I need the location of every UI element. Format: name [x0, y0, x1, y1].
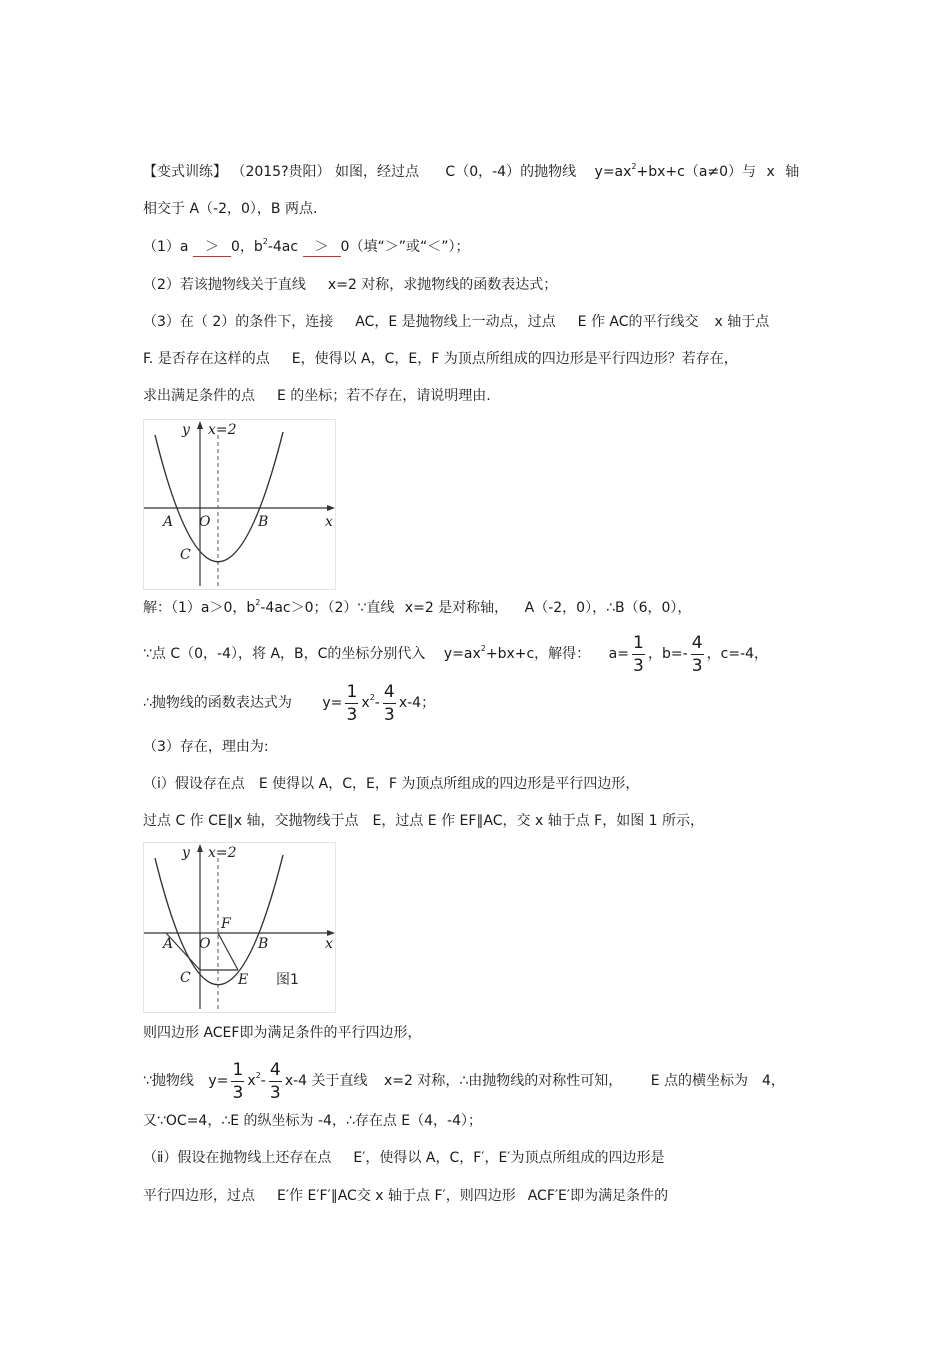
fig1-label-point-e: E — [238, 972, 249, 988]
solution-line-9: 又∵OC=4，∴E 的纵坐标为 -4，∴存在点 E（4，-4）； — [143, 1113, 483, 1129]
fig1-label-x: x — [325, 936, 333, 952]
fig1-label-origin: O — [199, 936, 211, 952]
answer-blank-2[interactable]: ＞ — [303, 239, 341, 257]
solution-line-4: （3）存在，理由为: — [143, 739, 269, 755]
fig1-label-y: y — [182, 845, 190, 861]
parabola-figure — [143, 419, 336, 590]
fraction-a: $\frac{1}{3}$ — [633, 632, 644, 676]
solution-line-11: 平行四边形，过点 E′作 E′F′∥AC交 x 轴于点 F′，则四边形 ACF′E′即为满足条件的 — [143, 1188, 669, 1204]
fig1-label-point-a: A — [163, 936, 174, 952]
problem-line-2: 相交于 A（-2，0），B 两点. — [143, 201, 318, 217]
label-y: y — [182, 422, 190, 438]
label-x: x — [325, 514, 333, 530]
solution-line-8: ∵抛物线 y= $\frac{1}{3}$ $x^2-$ $\frac{4}{3}$ x-4 关于直线 x=2 对称，∴由抛物线的对称性可知， E 点的横坐标为 4， — [143, 1059, 785, 1103]
question-1: （1）a ＞ 0，$b^2-4ac > 0$（填“＞”或“＜”）； — [143, 237, 470, 255]
solution-line-3: ∴抛物线的函数表达式为 y= $\frac{1}{3}$ $x^2-$ $\frac{4}{3}$ x-4； — [143, 681, 436, 725]
solution-line-6: 过点 C 作 CE∥x 轴，交抛物线于点 E，过点 E 作 EF∥AC，交 x 轴于点 F，如图 1 所示， — [143, 813, 705, 829]
fig1-caption: 图1 — [276, 972, 299, 988]
fig1-label-x-eq-2: x=2 — [208, 845, 237, 861]
label-point-a: A — [163, 514, 174, 530]
label-point-c: C — [180, 547, 191, 563]
solution-line-7: 则四边形 ACEF即为满足条件的平行四边形， — [143, 1025, 422, 1041]
label-point-b: B — [258, 514, 269, 530]
solution-line-10: （ⅱ）假设在抛物线上还存在点 E′，使得以 A，C，F′，E′为顶点所组成的四边形是 — [143, 1150, 665, 1166]
label-x-eq-2: x=2 — [208, 422, 237, 438]
question-3-line-3: 求出满足条件的点 E 的坐标；若不存在，请说明理由. — [143, 388, 491, 404]
solution-line-2: ∵点 C（0，-4），将 A，B，C的坐标分别代入 $y=ax^2+bx+c$，解得： a= $\frac{1}{3}$ ，b=- $\frac{4}{3}$ ，c=-4， — [143, 632, 769, 676]
fig1-label-point-c: C — [180, 970, 191, 986]
solution-line-5: （ⅰ）假设存在点 E 使得以 A，C，E，F 为顶点所组成的四边形是平行四边形， — [143, 776, 640, 792]
figure-1 — [143, 842, 336, 1013]
fraction-b: $\frac{4}{3}$ — [691, 632, 703, 676]
problem-line-1: 【变式训练】 （2015?贵阳） 如图，经过点 C（0，-4）的抛物线 $y=ax^2+bx+c(a\ne 0)$与 x 轴 — [143, 162, 800, 180]
question-3-line-1: （3）在（ 2）的条件下，连接 AC，E 是抛物线上一动点，过点 E 作 AC的平行线交 x 轴于点 — [143, 314, 770, 330]
label-origin: O — [199, 514, 211, 530]
problem-title: 【变式训练】 — [143, 164, 227, 180]
answer-blank-1[interactable]: ＞ — [193, 239, 231, 257]
fig1-label-point-f: F — [221, 916, 231, 932]
solution-line-1: 解：（1）a＞0，$b^2-4ac>0$；（2）∵直线 x=2 是对称轴， A（-2，0），∴B（6，0）， — [143, 598, 692, 616]
question-3-line-2: F. 是否存在这样的点 E，使得以 A，C，E，F 为顶点所组成的四边形是平行四边形？若存在， — [143, 351, 738, 367]
question-2: （2）若该抛物线关于直线 x=2 对称，求抛物线的函数表达式； — [143, 277, 558, 293]
fig1-label-point-b: B — [258, 936, 269, 952]
